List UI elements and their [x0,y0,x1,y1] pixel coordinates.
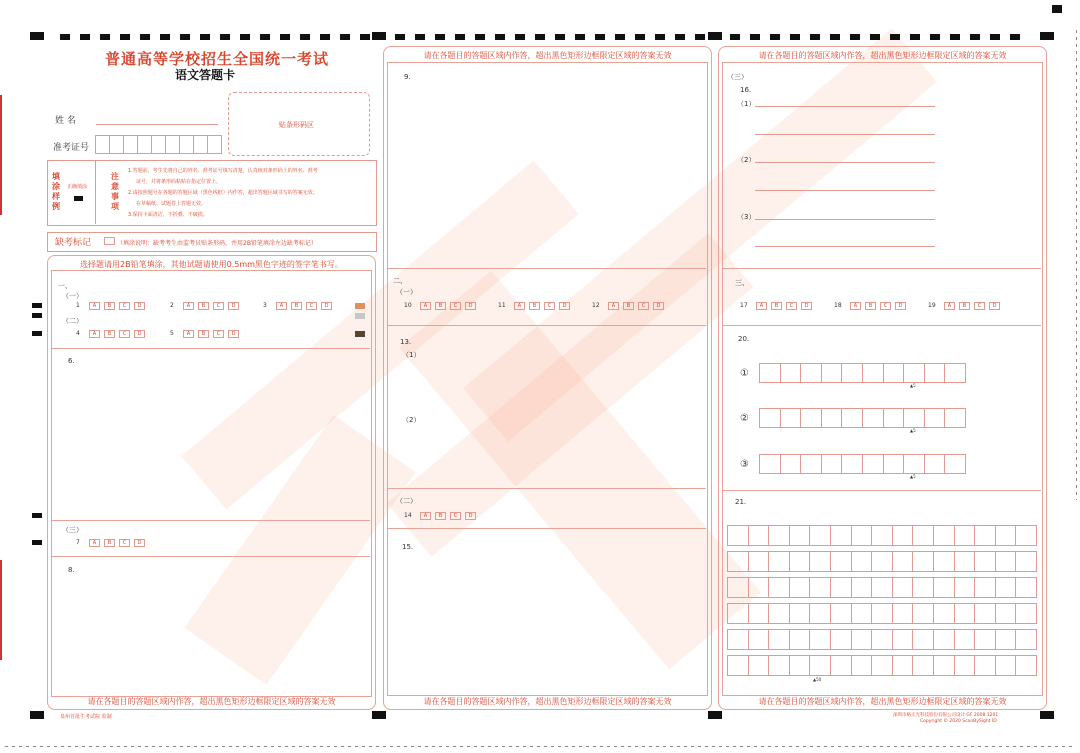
name-field[interactable] [96,124,218,125]
option-d[interactable]: D [801,302,812,310]
option-b[interactable]: B [198,302,209,310]
answer-line[interactable] [755,106,935,107]
timing-marks-top [730,34,1030,40]
question-8-label: 8. [68,566,75,574]
option-b[interactable]: B [104,539,115,547]
option-a[interactable]: A [183,302,194,310]
edge-dots [1076,30,1077,500]
option-b[interactable]: B [771,302,782,310]
corner-mark [30,711,44,719]
name-label: 姓 名 [55,116,76,126]
edge-bar [0,95,2,215]
answer-line[interactable] [755,219,935,220]
word-count-marker: ▲5 [910,474,916,479]
option-a[interactable]: A [850,302,861,310]
part-label: （1） [402,351,421,359]
section-2-label: 二、 [393,277,407,285]
corner-mark [1040,711,1054,719]
writing-grid-row[interactable] [760,409,966,428]
question-number: 7 [76,539,80,546]
option-d[interactable]: D [321,302,332,310]
answer-line[interactable] [755,190,935,191]
option-d[interactable]: D [653,302,664,310]
part-label: （1） [737,100,756,108]
timing-marks-bottom [5,746,1075,747]
section-box-2 [387,62,708,696]
option-c[interactable]: C [450,302,461,310]
question-number: 10 [404,302,412,309]
option-b[interactable]: B [435,512,446,520]
answer-line[interactable] [755,134,935,135]
divider [51,556,370,557]
divider [387,325,706,326]
divider [722,490,1041,491]
option-a[interactable]: A [183,330,194,338]
option-b[interactable]: B [959,302,970,310]
timing-marks-top [395,34,705,40]
footer-left: 泉州首批生考试院 监制 [60,714,112,720]
question-15-label: 15. [402,543,414,551]
word-count-marker: ▲5 [910,428,916,433]
question-21-label: 21. [735,498,747,506]
color-swatch [355,331,365,337]
question-number: 1 [76,302,80,309]
subsection-label: （三） [62,526,83,534]
circle-label: ① [740,368,749,379]
part-label: （2） [737,156,756,164]
question-9-label: 9. [404,73,411,81]
option-b[interactable]: B [623,302,634,310]
notice-line: 3.保持卡面清洁，不折叠、不破损。 [128,212,208,218]
option-b[interactable]: B [865,302,876,310]
option-c[interactable]: C [880,302,891,310]
notice-line: 证号，并将条形码粘贴在指定位置上。 [136,179,222,185]
subsection-label: （一） [396,288,417,296]
option-d[interactable]: D [134,330,145,338]
option-b[interactable]: B [104,330,115,338]
question-number: 5 [170,330,174,337]
timing-marks-top [60,34,370,40]
boundary-notice: 请在各题目的答题区域内作答，超出黑色矩形边框限定区域的答案无效 [423,51,672,60]
notice-label: 注意事项 [111,172,119,211]
card-title: 语文答题卡 [175,68,236,82]
sync-mark [32,513,42,518]
question-20-label: 20. [738,335,750,343]
notice-line: 在草稿纸、试题卷上答题无效。 [136,201,207,207]
option-d[interactable]: D [465,512,476,520]
option-d[interactable]: D [228,302,239,310]
notice-line: 2.请按照题号在各题的答题区域（黑色线框）内作答，超出答题区域书写的答案无效； [128,190,318,196]
option-a[interactable]: A [420,512,431,520]
option-a[interactable]: A [514,302,525,310]
divider [387,488,706,489]
sync-mark [32,331,42,336]
option-a[interactable]: A [420,302,431,310]
fill-sample-mark [74,196,83,201]
question-number: 18 [834,302,842,309]
barcode-label: 贴条形码区 [279,121,314,129]
option-a[interactable]: A [756,302,767,310]
option-c[interactable]: C [119,330,130,338]
option-d[interactable]: D [228,330,239,338]
boundary-notice: 请在各题目的答题区域内作答，超出黑色矩形边框限定区域的答案无效 [423,697,672,706]
writing-grid-row[interactable] [760,455,966,474]
section-3-label: 三、 [735,279,749,287]
select-instruction: 选择题请用2B铅笔填涂，其他试题请使用0.5mm黑色字迹的签字笔书写。 [80,260,343,269]
notice-divider [95,160,96,224]
option-a[interactable]: A [89,330,100,338]
option-c[interactable]: C [213,302,224,310]
question-number: 3 [263,302,267,309]
absent-label: 缺考标记 [55,238,92,248]
exam-title: 普通高等学校招生全国统一考试 [105,50,330,68]
option-d[interactable]: D [989,302,1000,310]
divider [722,268,1041,269]
corner-mark [372,711,386,719]
divider [387,268,706,269]
option-a[interactable]: A [276,302,287,310]
option-b[interactable]: B [291,302,302,310]
sync-mark [32,313,42,318]
option-c[interactable]: C [306,302,317,310]
corner-mark [30,32,44,40]
question-number: 4 [76,330,80,337]
subsection-label: （二） [62,317,83,325]
subsection-label: （二） [396,497,417,505]
option-c[interactable]: C [119,302,130,310]
sync-mark [32,303,42,308]
sync-mark [32,540,42,545]
option-d[interactable]: D [134,539,145,547]
fill-sample-correct: 正确填涂 [67,184,88,190]
option-b[interactable]: B [435,302,446,310]
subsection-label: （一） [62,292,83,300]
option-c[interactable]: C [119,539,130,547]
part-label: （3） [737,213,756,221]
option-b[interactable]: B [529,302,540,310]
divider [51,520,370,521]
composition-grid[interactable] [728,526,1037,676]
id-label: 准考证号 [53,143,90,153]
option-a[interactable]: A [944,302,955,310]
question-number: 19 [928,302,936,309]
circle-label: ② [740,413,749,424]
question-number: 17 [740,302,748,309]
part-label: （2） [402,416,421,424]
color-swatch [355,313,365,319]
corner-mark [1040,32,1054,40]
edge-bar [0,560,2,660]
question-number: 11 [498,302,506,309]
question-number: 12 [592,302,600,309]
id-number-boxes[interactable] [96,136,222,154]
option-a[interactable]: A [89,302,100,310]
writing-grid-row[interactable] [760,364,966,383]
footer-right-line-1: 深圳市格正光科技股份有限公司设计 GF 2008 1201 [893,713,999,718]
word-count-marker: ▲50 [813,677,822,682]
boundary-notice: 请在各题目的答题区域内作答，超出黑色矩形边框限定区域的答案无效 [87,697,336,706]
option-c[interactable]: C [974,302,985,310]
option-d[interactable]: D [895,302,906,310]
absent-note: （填涂说明：缺考考生由监考员贴条形码，并用2B铅笔填涂左边缺考标记） [117,240,317,247]
option-c[interactable]: C [544,302,555,310]
option-c[interactable]: C [786,302,797,310]
option-c[interactable]: C [638,302,649,310]
answer-line[interactable] [755,246,935,247]
option-d[interactable]: D [465,302,476,310]
question-number: 14 [404,512,412,519]
boundary-notice: 请在各题目的答题区域内作答，超出黑色矩形边框限定区域的答案无效 [758,51,1007,60]
question-13-label: 13. [400,338,412,346]
fill-sample-label: 填涂样例 [52,172,60,211]
option-d[interactable]: D [559,302,570,310]
option-c[interactable]: C [450,512,461,520]
question-number: 2 [170,302,174,309]
section-1-label: 一、 [58,282,72,290]
question-16-label: 16. [740,86,752,94]
absent-checkbox[interactable] [104,237,115,245]
footer-right-line-2: Copyright © 2020 ScanBySight ID [920,719,997,724]
corner-mark [372,32,386,40]
divider [387,528,706,529]
option-a[interactable]: A [89,539,100,547]
word-count-marker: ▲5 [910,383,916,388]
boundary-notice: 请在各题目的答题区域内作答，超出黑色矩形边框限定区域的答案无效 [758,697,1007,706]
corner-mark [708,711,722,719]
option-a[interactable]: A [608,302,619,310]
option-b[interactable]: B [198,330,209,338]
color-swatch [355,303,365,309]
option-d[interactable]: D [134,302,145,310]
question-6-label: 6. [68,357,75,365]
answer-line[interactable] [755,162,935,163]
option-c[interactable]: C [213,330,224,338]
divider [722,325,1041,326]
corner-mark [1052,5,1062,13]
option-b[interactable]: B [104,302,115,310]
circle-label: ③ [740,459,749,470]
notice-line: 1.答题前，考生先将自己的姓名、准考证号填写清楚，认真核对条形码上的姓名、准考 [128,168,318,174]
corner-mark [708,32,722,40]
subsection-label: （三） [727,73,748,81]
divider [51,348,370,349]
